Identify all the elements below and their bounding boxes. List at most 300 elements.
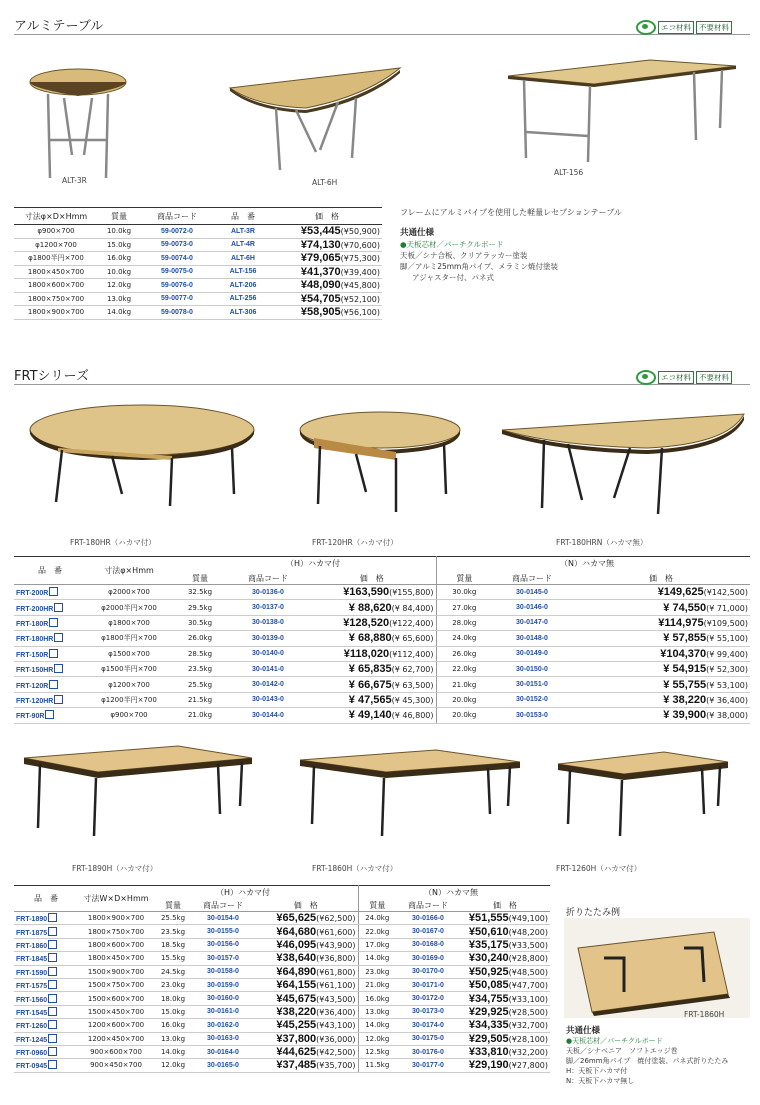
fold-example-image [564, 918, 750, 1018]
h-product-code-cell: 30-0138-0 [228, 615, 308, 630]
n-weight-cell: 24.0kg [358, 912, 396, 925]
frt-table-row [14, 692, 750, 707]
price-excl-tax: (¥33,100) [508, 994, 548, 1004]
h-product-code-cell: 30-0154-0 [192, 912, 254, 925]
frt-table-row [14, 965, 550, 978]
price-value: ¥ 65,835 [348, 663, 392, 676]
frt2-table-header [14, 886, 550, 912]
frt-table-row [14, 1005, 550, 1018]
n-product-code-cell: 30-0171-0 [396, 978, 460, 991]
price-excl-tax: (¥ 84,400) [391, 603, 434, 613]
n-price-cell [572, 631, 750, 646]
h-price-cell [254, 1045, 358, 1058]
price-excl-tax: (¥142,500) [703, 588, 748, 598]
frt-h-group-label: （H）ハカマ付 [286, 559, 341, 568]
size-cell: 1200×450×700 [78, 1032, 154, 1045]
size-cell: 1800×900×700 [78, 912, 154, 925]
part-number-cell [14, 1005, 78, 1018]
h-price-cell [254, 1005, 358, 1018]
part-number: FRT-200HR [16, 605, 54, 613]
frt2-h-group-label: （H）ハカマ付 [216, 888, 271, 897]
part-number: FRT-150R [16, 651, 49, 659]
price-excl-tax: (¥33,500) [508, 940, 548, 950]
price-excl-tax: (¥32,700) [508, 1021, 548, 1031]
n-price-cell [460, 992, 550, 1005]
size-cell: 900×450×700 [78, 1059, 154, 1072]
price-value: ¥149,625 [657, 586, 704, 599]
part-number-cell [14, 692, 86, 707]
frt-col-h-weight: 質量 [172, 557, 228, 585]
frt2-col-n-price: 価 格 [460, 886, 550, 912]
n-price-cell [572, 661, 750, 676]
n-price-cell [460, 1005, 550, 1018]
n-price-cell [572, 585, 750, 600]
h-weight-cell: 23.5kg [154, 925, 192, 938]
part-number-cell [14, 615, 86, 630]
part-number: FRT-1860 [16, 942, 48, 950]
alt-eco-badges [636, 20, 732, 35]
part-number: FRT-1590 [16, 969, 48, 977]
h-price-cell [254, 978, 358, 991]
price-value: ¥30,240 [468, 952, 509, 965]
part-number-cell [14, 965, 78, 978]
n-price-cell [572, 646, 750, 661]
price-value: ¥ 38,220 [663, 693, 707, 706]
eco-globe-icon [636, 20, 656, 35]
n-price-cell [460, 952, 550, 965]
size-cell: 1500×750×700 [78, 978, 154, 991]
price-excl-tax: (¥36,800) [316, 954, 356, 964]
h-price-cell [308, 677, 436, 692]
frt-spec-line: H：天板下ハカマ付 [566, 1067, 628, 1075]
price-value: ¥ 49,140 [348, 709, 392, 722]
frt-eco-badges [636, 370, 732, 385]
alt-3r-caption: ALT-3R [62, 176, 87, 185]
h-weight-cell: 18.0kg [154, 992, 192, 1005]
price-excl-tax: (¥49,100) [508, 914, 548, 924]
part-number-cell [14, 952, 78, 965]
price-value: ¥ 88,620 [348, 601, 392, 614]
price-excl-tax: (¥48,200) [508, 927, 548, 937]
frt2-col-size: 寸法W×D×Hmm [78, 886, 154, 912]
weight-cell: 16.0kg [98, 252, 140, 266]
n-price-cell [460, 1045, 550, 1058]
part-number: FRT-1875 [16, 929, 48, 937]
h-product-code-cell: 30-0141-0 [228, 661, 308, 676]
frt-spec-block [566, 1026, 728, 1086]
frt-table-row [14, 952, 550, 965]
price-value: ¥37,485 [276, 1059, 317, 1072]
fold-example-title: 折りたたみ例 [566, 908, 621, 918]
h-weight-cell: 13.0kg [154, 1032, 192, 1045]
part-number: FRT-1575 [16, 983, 48, 991]
size-cell: 1800×600×700 [14, 279, 98, 293]
price-value: ¥50,925 [468, 965, 509, 978]
part-number-cell [14, 600, 86, 615]
h-price-cell [254, 1019, 358, 1032]
part-number: FRT-1545 [16, 1009, 48, 1017]
n-product-code-cell: 30-0151-0 [492, 677, 572, 692]
h-weight-cell: 24.5kg [154, 965, 192, 978]
h-price-cell [254, 1032, 358, 1045]
weight-cell: 10.0kg [98, 265, 140, 279]
size-cell: 1800×450×700 [14, 265, 98, 279]
n-price-cell [572, 708, 750, 723]
option-checkbox-icon [48, 1047, 57, 1056]
price-value: ¥64,680 [276, 925, 317, 938]
n-product-code-cell: 30-0149-0 [492, 646, 572, 661]
option-checkbox-icon [48, 994, 57, 1003]
size-cell: 1200×600×700 [78, 1019, 154, 1032]
size-cell: φ1800×700 [86, 615, 172, 630]
h-price-cell [254, 965, 358, 978]
eco-material-badge: エコ材料 [658, 21, 694, 34]
alt-col-code: 商品コード [140, 208, 214, 225]
h-price-cell [254, 938, 358, 951]
price-value: ¥ 55,755 [663, 678, 707, 691]
size-cell: 900×600×700 [78, 1045, 154, 1058]
price-excl-tax: (¥ 71,000) [706, 603, 748, 613]
h-price-cell [308, 646, 436, 661]
price-value: ¥45,675 [276, 992, 317, 1005]
alt-6h-image [226, 50, 406, 190]
part-number-cell [14, 1032, 78, 1045]
part-number-cell [14, 585, 86, 600]
price-value: ¥163,590 [343, 586, 390, 599]
price-value: ¥50,085 [468, 979, 509, 992]
alt-table-header [14, 208, 382, 225]
n-weight-cell: 27.0kg [436, 600, 492, 615]
frt-table-row [14, 661, 750, 676]
price-value: ¥48,090 [300, 279, 341, 292]
price-value: ¥37,800 [276, 1032, 317, 1045]
no-use-material-badge: 不要材料 [696, 371, 732, 384]
n-price-cell [460, 978, 550, 991]
n-price-cell [460, 1019, 550, 1032]
frt-col-h-code: 商品コード [228, 557, 308, 585]
option-checkbox-icon [54, 633, 63, 642]
h-price-cell [308, 615, 436, 630]
price-excl-tax: (¥61,800) [316, 967, 356, 977]
part-number-cell [14, 646, 86, 661]
n-price-cell [460, 938, 550, 951]
frt-table-row [14, 708, 750, 723]
alt-section-title: アルミテーブル [14, 19, 104, 34]
part-number-cell: ALT-6H [214, 252, 272, 266]
size-cell: 1800×900×700 [14, 306, 98, 320]
price-value: ¥79,065 [300, 252, 341, 265]
price-excl-tax: (¥45,800) [340, 281, 380, 291]
price-excl-tax: (¥28,500) [508, 1007, 548, 1017]
part-number-cell [14, 1059, 78, 1072]
h-product-code-cell: 30-0159-0 [192, 978, 254, 991]
frt-table-row [14, 938, 550, 951]
part-number-cell [14, 1045, 78, 1058]
part-number: FRT-0960 [16, 1050, 48, 1058]
part-number: FRT-90R [16, 713, 45, 721]
h-product-code-cell: 30-0164-0 [192, 1045, 254, 1058]
alt-spec-block [400, 207, 622, 283]
price-value: ¥29,925 [468, 1005, 509, 1018]
size-cell: 1500×450×700 [78, 1005, 154, 1018]
price-value: ¥38,640 [276, 952, 317, 965]
frt-1890h-image [18, 740, 258, 840]
price-excl-tax: (¥70,600) [340, 240, 380, 250]
h-weight-cell: 25.5kg [172, 677, 228, 692]
n-product-code-cell: 30-0174-0 [396, 1019, 460, 1032]
h-product-code-cell: 30-0165-0 [192, 1059, 254, 1072]
part-number-cell [14, 925, 78, 938]
price-excl-tax: (¥ 62,700) [391, 665, 434, 675]
size-cell: 1800×600×700 [78, 938, 154, 951]
h-weight-cell: 15.5kg [154, 952, 192, 965]
alt-3r-image [20, 60, 140, 190]
alt-156-caption: ALT-156 [554, 168, 584, 177]
part-number-cell [14, 978, 78, 991]
n-weight-cell: 22.0kg [436, 661, 492, 676]
h-product-code-cell: 30-0162-0 [192, 1019, 254, 1032]
price-excl-tax: (¥32,200) [508, 1048, 548, 1058]
frt-1260h-image [554, 744, 734, 844]
n-product-code-cell: 30-0173-0 [396, 1005, 460, 1018]
h-weight-cell: 32.5kg [172, 585, 228, 600]
frt-col-n-weight: 質量 [436, 557, 492, 585]
price-value: ¥53,445 [300, 225, 341, 238]
product-code-cell: 59-0074-0 [140, 252, 214, 266]
frt-table-row [14, 992, 550, 1005]
option-checkbox-icon [48, 953, 57, 962]
frt-table-row [14, 631, 750, 646]
n-weight-cell: 23.0kg [358, 965, 396, 978]
part-number-cell: ALT-306 [214, 306, 272, 320]
h-weight-cell: 28.5kg [172, 646, 228, 661]
price-cell [272, 306, 382, 320]
n-weight-cell: 16.0kg [358, 992, 396, 1005]
price-value: ¥104,370 [660, 647, 707, 660]
n-product-code-cell: 30-0168-0 [396, 938, 460, 951]
n-price-cell [572, 600, 750, 615]
price-excl-tax: (¥28,800) [508, 954, 548, 964]
h-price-cell [254, 952, 358, 965]
price-value: ¥128,520 [343, 616, 390, 629]
n-weight-cell: 24.0kg [436, 631, 492, 646]
part-number-cell [14, 661, 86, 676]
h-price-cell [254, 925, 358, 938]
h-product-code-cell: 30-0157-0 [192, 952, 254, 965]
h-price-cell [308, 585, 436, 600]
price-excl-tax: (¥56,100) [340, 308, 380, 318]
frt-section-title: FRTシリーズ [14, 369, 89, 384]
frt-rect-price-table [14, 885, 550, 1073]
option-checkbox-icon [54, 695, 63, 704]
h-product-code-cell: 30-0158-0 [192, 965, 254, 978]
n-product-code-cell: 30-0145-0 [492, 585, 572, 600]
size-cell: φ1800半円×700 [14, 252, 98, 266]
h-product-code-cell: 30-0160-0 [192, 992, 254, 1005]
option-checkbox-icon [48, 913, 57, 922]
price-value: ¥51,555 [468, 912, 509, 925]
n-weight-cell: 20.0kg [436, 692, 492, 707]
frt-n-group-label: （N）ハカマ無 [560, 559, 614, 568]
price-cell [272, 252, 382, 266]
h-product-code-cell: 30-0139-0 [228, 631, 308, 646]
h-product-code-cell: 30-0155-0 [192, 925, 254, 938]
price-value: ¥41,370 [300, 265, 341, 278]
n-product-code-cell: 30-0148-0 [492, 631, 572, 646]
frt-col-n-code: 商品コード [492, 557, 572, 585]
price-value: ¥65,625 [276, 912, 317, 925]
size-cell: φ900×700 [86, 708, 172, 723]
h-price-cell [254, 912, 358, 925]
price-value: ¥114,975 [658, 616, 704, 629]
price-value: ¥35,175 [468, 938, 509, 951]
n-weight-cell: 21.0kg [358, 978, 396, 991]
option-checkbox-icon [48, 980, 57, 989]
price-excl-tax: (¥61,600) [316, 927, 356, 937]
price-excl-tax: (¥43,500) [316, 994, 356, 1004]
part-number-cell: ALT-206 [214, 279, 272, 293]
price-cell [272, 225, 382, 239]
price-excl-tax: (¥50,900) [340, 227, 380, 237]
h-price-cell [254, 992, 358, 1005]
h-weight-cell: 23.0kg [154, 978, 192, 991]
part-number-cell: ALT-3R [214, 225, 272, 239]
alt-156-image [500, 50, 740, 170]
h-weight-cell: 16.0kg [154, 1019, 192, 1032]
price-excl-tax: (¥ 99,400) [706, 649, 748, 659]
n-weight-cell: 17.0kg [358, 938, 396, 951]
part-number-cell [14, 912, 78, 925]
frt2-col-part: 品 番 [14, 886, 78, 912]
price-excl-tax: (¥ 65,600) [391, 634, 434, 644]
part-number: FRT-120HR [16, 697, 54, 705]
frt-col-part: 品 番 [14, 557, 86, 585]
option-checkbox-icon [48, 1007, 57, 1016]
price-excl-tax: (¥61,100) [316, 981, 356, 991]
h-weight-cell: 18.5kg [154, 938, 192, 951]
n-weight-cell: 12.5kg [358, 1045, 396, 1058]
frt-180hr-caption: FRT-180HR（ハカマ付） [70, 538, 156, 547]
alt-spec-core: ●天板芯材／パーチクルボード [400, 240, 504, 249]
frt-table-row [14, 1019, 550, 1032]
size-cell: 1500×900×700 [78, 965, 154, 978]
price-excl-tax: (¥ 55,100) [706, 634, 748, 644]
price-cell [272, 279, 382, 293]
option-checkbox-icon [54, 603, 63, 612]
price-excl-tax: (¥43,100) [316, 1021, 356, 1031]
frt-spec-line: 脚／26mm角パイプ 焼付塗装、パネ式折りたたみ [566, 1057, 729, 1065]
price-value: ¥ 66,675 [348, 678, 392, 691]
option-checkbox-icon [48, 1034, 57, 1043]
price-value: ¥46,095 [276, 938, 317, 951]
frt-180hrn-caption: FRT-180HRN（ハカマ無） [556, 538, 648, 547]
part-number-cell [14, 1019, 78, 1032]
price-value: ¥33,810 [468, 1046, 509, 1059]
frt-table-row [14, 1032, 550, 1045]
alt-spec-line: アジャスター付、パネ式 [412, 273, 495, 282]
h-price-cell [308, 661, 436, 676]
h-price-cell [308, 692, 436, 707]
option-checkbox-icon [49, 649, 58, 658]
part-number: FRT-180R [16, 620, 49, 628]
n-price-cell [460, 925, 550, 938]
frt2-col-h-weight: 質量 [154, 886, 192, 912]
h-product-code-cell: 30-0161-0 [192, 1005, 254, 1018]
weight-cell: 13.0kg [98, 292, 140, 306]
n-weight-cell: 26.0kg [436, 646, 492, 661]
part-number: FRT-150HR [16, 667, 54, 675]
n-price-cell [572, 692, 750, 707]
part-number: FRT-180HR [16, 636, 54, 644]
part-number-cell: ALT-256 [214, 292, 272, 306]
size-cell: φ1200×700 [14, 238, 98, 252]
alt-table-row [14, 306, 382, 320]
weight-cell: 12.0kg [98, 279, 140, 293]
price-excl-tax: (¥112,400) [389, 649, 434, 659]
product-code-cell: 59-0072-0 [140, 225, 214, 239]
alt-spec-line: 脚／アルミ25mm角パイプ、メラミン焼付塗装 [400, 262, 559, 271]
price-value: ¥64,890 [276, 965, 317, 978]
no-use-material-badge: 不要材料 [696, 21, 732, 34]
frt2-col-n-code: 商品コード [396, 886, 460, 912]
fold-example-caption: FRT-1860H [684, 1010, 725, 1019]
frt-spec-line: N：天板下ハカマ無し [566, 1077, 635, 1085]
n-price-cell [572, 615, 750, 630]
price-excl-tax: (¥36,400) [316, 1007, 356, 1017]
price-value: ¥54,705 [300, 292, 341, 305]
size-cell: φ1200半円×700 [86, 692, 172, 707]
price-value: ¥29,505 [468, 1032, 509, 1045]
price-excl-tax: (¥155,800) [389, 588, 434, 598]
option-checkbox-icon [49, 618, 58, 627]
h-price-cell [308, 708, 436, 723]
option-checkbox-icon [48, 1060, 57, 1069]
n-price-cell [460, 1059, 550, 1072]
price-value: ¥ 68,880 [348, 632, 392, 645]
n-weight-cell: 22.0kg [358, 925, 396, 938]
weight-cell: 15.0kg [98, 238, 140, 252]
h-product-code-cell: 30-0140-0 [228, 646, 308, 661]
size-cell: 1800×450×700 [78, 952, 154, 965]
frt-table-row [14, 1059, 550, 1072]
frt-table-row [14, 1045, 550, 1058]
part-number: FRT-120R [16, 682, 49, 690]
option-checkbox-icon [48, 927, 57, 936]
h-weight-cell: 21.0kg [172, 708, 228, 723]
price-excl-tax: (¥52,100) [340, 294, 380, 304]
price-value: ¥44,625 [276, 1046, 317, 1059]
n-weight-cell: 21.0kg [436, 677, 492, 692]
price-value: ¥ 39,900 [663, 709, 707, 722]
n-product-code-cell: 30-0175-0 [396, 1032, 460, 1045]
n-product-code-cell: 30-0169-0 [396, 952, 460, 965]
n-price-cell [572, 677, 750, 692]
frt-spec-line: 天板／シナベニア ソフトエッジ巻 [566, 1047, 678, 1055]
frt-1860h-image [296, 742, 526, 842]
n-weight-cell: 11.5kg [358, 1059, 396, 1072]
h-weight-cell: 26.0kg [172, 631, 228, 646]
price-value: ¥38,220 [276, 1005, 317, 1018]
option-checkbox-icon [48, 967, 57, 976]
frt-1260h-caption: FRT-1260H（ハカマ付） [556, 864, 642, 873]
n-weight-cell: 28.0kg [436, 615, 492, 630]
alt-col-price: 価 格 [272, 208, 382, 225]
price-excl-tax: (¥48,500) [508, 967, 548, 977]
part-number: FRT-1890 [16, 916, 48, 924]
n-weight-cell: 13.0kg [358, 1005, 396, 1018]
n-product-code-cell: 30-0146-0 [492, 600, 572, 615]
h-weight-cell: 14.0kg [154, 1045, 192, 1058]
